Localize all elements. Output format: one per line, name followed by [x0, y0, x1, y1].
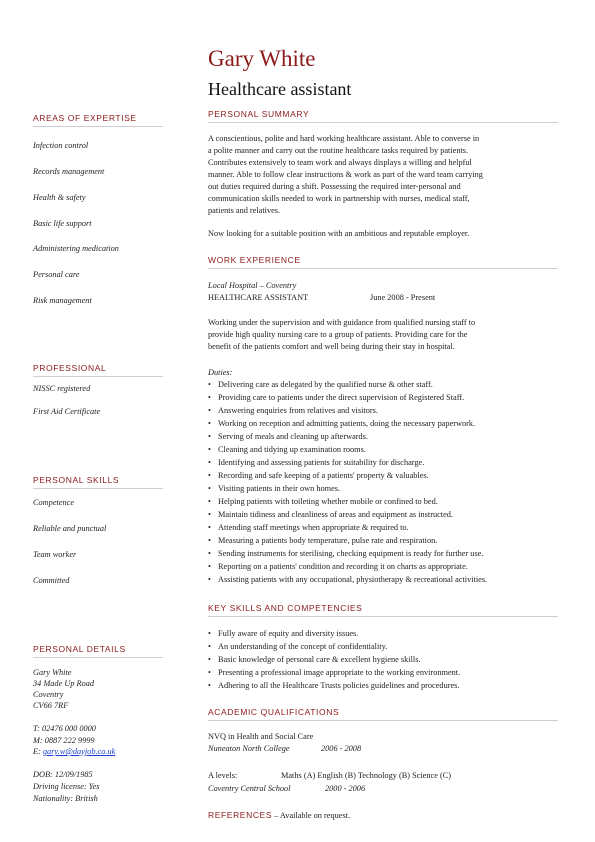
bullet-text: Adhering to all the Healthcare Trusts policies guidelines and procedures.	[218, 681, 460, 690]
bullet-text: Fully aware of equity and diversity issues.	[218, 629, 359, 638]
bullet-icon: •	[208, 510, 211, 519]
professional-heading: PROFESSIONAL	[33, 363, 107, 373]
expertise-item: Records management	[33, 167, 105, 176]
duty-item	[208, 380, 433, 389]
summary-line: A conscientious, polite and hard working healthcare assistant. Able to converse in	[208, 134, 480, 143]
academic-heading: ACADEMIC QUALIFICATIONS	[208, 707, 340, 717]
divider	[208, 268, 558, 269]
summary-line: communication skills needed to work in partnership with nurses, medical staff,	[208, 194, 470, 203]
expertise-item: Personal care	[33, 270, 80, 279]
divider	[33, 488, 163, 489]
job-title: Healthcare assistant	[208, 79, 352, 99]
telephone: T: 02476 000 0000	[33, 724, 96, 733]
duties-label: Duties:	[208, 368, 233, 377]
details-heading: PERSONAL DETAILS	[33, 644, 126, 654]
role-title: HEALTHCARE ASSISTANT	[208, 293, 309, 302]
duty-item	[208, 458, 424, 467]
bullet-icon: •	[208, 549, 211, 558]
college-dates: 2006 - 2008	[321, 744, 362, 753]
bullet-icon: •	[208, 681, 211, 690]
bullet-text: Serving of meals and cleaning up afterwards.	[218, 432, 368, 441]
duty-item	[208, 393, 464, 402]
references-heading: REFERENCES	[208, 810, 273, 820]
bullet-icon: •	[208, 562, 211, 571]
divider	[208, 616, 558, 617]
summary-line: patients and relatives.	[208, 206, 281, 215]
key-skills-heading: KEY SKILLS AND COMPETENCIES	[208, 603, 363, 613]
divider	[33, 657, 163, 658]
bullet-text: Basic knowledge of personal care & excellent hygiene skills.	[218, 655, 421, 664]
divider	[208, 122, 558, 123]
summary-line: a polite manner and carry out the routine healthcare tasks required by patients.	[208, 146, 469, 155]
professional-item: NISSC registered	[33, 384, 91, 393]
key-skill-item	[208, 655, 421, 664]
duty-item	[208, 471, 429, 480]
duty-item	[208, 432, 368, 441]
divider	[208, 720, 558, 721]
nvq-qualification: NVQ in Health and Social Care	[208, 732, 314, 741]
nationality: Nationality: British	[33, 794, 98, 803]
bullet-icon: •	[208, 432, 211, 441]
key-skill-item	[208, 681, 459, 690]
school-dates: 2000 - 2006	[325, 784, 366, 793]
bullet-text: Attending staff meetings when appropriate & required to.	[218, 523, 409, 532]
expertise-item: Infection control	[33, 141, 89, 150]
work-description-line: benefit of the patients comfort and well being during their stay in hospital.	[208, 342, 455, 351]
address-line: Coventry	[33, 690, 64, 699]
bullet-icon: •	[208, 575, 211, 584]
candidate-name: Gary White	[208, 46, 316, 71]
duty-item	[208, 445, 366, 454]
bullet-text: Measuring a patients body temperature, pulse rate and respiration.	[218, 536, 438, 545]
bullet-icon: •	[208, 497, 211, 506]
bullet-icon: •	[208, 536, 211, 545]
work-heading: WORK EXPERIENCE	[208, 255, 301, 265]
bullet-text: Identifying and assessing patients for suitability for discharge.	[218, 458, 425, 467]
duty-item	[208, 562, 468, 571]
bullet-icon: •	[208, 668, 211, 677]
duty-item	[208, 497, 438, 506]
bullet-icon: •	[208, 406, 211, 415]
key-skill-item	[208, 642, 387, 651]
skill-item: Committed	[33, 576, 70, 585]
divider	[33, 376, 163, 377]
skill-item: Team worker	[33, 550, 77, 559]
bullet-icon: •	[208, 393, 211, 402]
address-line: Gary White	[33, 668, 72, 677]
divider	[33, 126, 163, 127]
work-description-line: Working under the supervision and with guidance from qualified nursing staff to	[208, 318, 476, 327]
duty-item	[208, 523, 409, 532]
school-name: Coventry Central School	[208, 784, 291, 793]
a-levels-label: A levels:	[208, 771, 238, 780]
skill-item: Competence	[33, 498, 75, 507]
date-of-birth: DOB: 12/09/1985	[33, 770, 93, 779]
duty-item	[208, 406, 378, 415]
duty-item	[208, 419, 475, 428]
bullet-text: Answering enquiries from relatives and visitors.	[218, 406, 378, 415]
summary-line: Contributes extensively to team work and always displays a willing and helpful	[208, 158, 472, 167]
employer: Local Hospital – Coventry	[208, 281, 297, 290]
bullet-icon: •	[208, 458, 211, 467]
references-text: – Available on request.	[272, 811, 351, 820]
expertise-item: Basic life support	[33, 219, 92, 228]
bullet-icon: •	[208, 380, 211, 389]
college-name: Nuneaton North College	[208, 744, 290, 753]
bullet-icon: •	[208, 642, 211, 651]
key-skill-item	[208, 629, 358, 638]
summary-line: out duties required during a shift. Possessing the required inter-personal and	[208, 182, 461, 191]
key-skill-item	[208, 668, 460, 677]
duty-item	[208, 484, 340, 493]
bullet-icon: •	[208, 655, 211, 664]
bullet-text: Delivering care as delegated by the qualified nurse & other staff.	[218, 380, 433, 389]
bullet-text: Helping patients with toileting whether mobile or confined to bed.	[218, 497, 438, 506]
expertise-item: Risk management	[33, 296, 92, 305]
bullet-text: Providing care to patients under the direct supervision of Registered Staff.	[218, 393, 465, 402]
references-row	[208, 810, 350, 820]
mobile: M: 0887 222 9999	[33, 736, 95, 745]
duty-item	[208, 536, 437, 545]
email-row	[33, 747, 115, 756]
a-levels-grades: Maths (A) English (B) Technology (B) Science (C)	[281, 771, 452, 780]
address-line: 34 Made Up Road	[33, 679, 95, 688]
bullet-text: Cleaning and tidying up examination rooms.	[218, 445, 366, 454]
bullet-text: Reporting on a patients' condition and recording it on charts as appropriate.	[218, 562, 468, 571]
bullet-icon: •	[208, 419, 211, 428]
address-line: CV66 7RF	[33, 701, 69, 710]
bullet-text: Visiting patients in their own homes.	[218, 484, 341, 493]
bullet-icon: •	[208, 523, 211, 532]
summary-line: manner. Able to follow clear instructions & work as part of the ward team carrying	[208, 170, 483, 179]
bullet-icon: •	[208, 445, 211, 454]
professional-item: First Aid Certificate	[33, 407, 101, 416]
bullet-text: Assisting patients with any occupational, physiotherapy & recreational activities.	[218, 575, 488, 584]
bullet-text: Presenting a professional image appropriate to the working environment.	[218, 668, 461, 677]
duty-item	[208, 510, 453, 519]
bullet-text: Maintain tidiness and cleanliness of areas and equipment as instructed.	[218, 510, 454, 519]
bullet-text: Working on reception and admitting patients, doing the necessary paperwork.	[218, 419, 476, 428]
work-description-line: provide high quality nursing care to a group of patients. Providing care for the	[208, 330, 468, 339]
expertise-heading: AREAS OF EXPERTISE	[33, 113, 137, 123]
bullet-icon: •	[208, 484, 211, 493]
skills-heading: PERSONAL SKILLS	[33, 475, 120, 485]
role-dates: June 2008 - Present	[370, 293, 436, 302]
summary-heading: PERSONAL SUMMARY	[208, 109, 310, 119]
driving-licence: Driving license: Yes	[33, 782, 100, 791]
email-link[interactable]: gary.w@dayjob.co.uk	[42, 747, 116, 756]
bullet-icon: •	[208, 471, 211, 480]
expertise-item: Administering medication	[33, 244, 119, 253]
bullet-icon: •	[208, 629, 211, 638]
duty-item	[208, 549, 483, 558]
bullet-text: Recording and safe keeping of a patients' property & valuables.	[218, 471, 429, 480]
bullet-text: Sending instruments for sterilising, checking equipment is ready for further use.	[218, 549, 484, 558]
skill-item: Reliable and punctual	[33, 524, 107, 533]
expertise-item: Health & safety	[33, 193, 86, 202]
email-prefix: E:	[33, 747, 43, 756]
duty-item	[208, 575, 487, 584]
summary-looking: Now looking for a suitable position with an ambitious and reputable employer.	[208, 229, 470, 238]
bullet-text: An understanding of the concept of confidentiality.	[218, 642, 388, 651]
